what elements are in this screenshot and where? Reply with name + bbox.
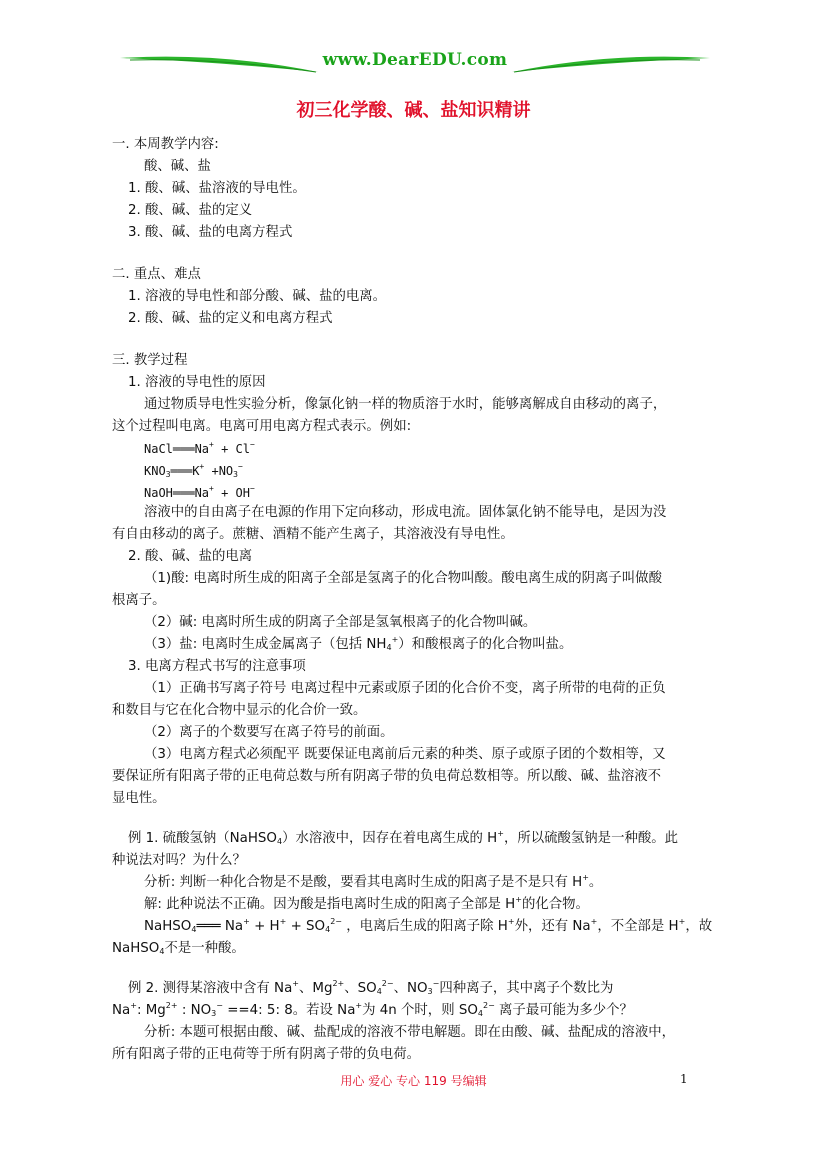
paragraph-line: 溶液中的自由离子在电源的作用下定向移动，形成电流。固体氯化钠不能导电，是因为没 [144, 505, 667, 520]
list-item: 1. 溶液的导电性和部分酸、碱、盐的电离。 [128, 289, 387, 304]
subsection-heading: 1. 溶液的导电性的原因 [128, 375, 266, 390]
equation-nahso4: NaHSO$_4$═══ $Na^+ + H^+ + SO_4^{2-}$ ，电离后生成的阳离子除 H+外，还有 Na+，不全部是 H+，故 [144, 917, 713, 934]
section-heading-3: 三. 教学过程 [112, 353, 188, 368]
section-heading-2: 二. 重点、难点 [112, 267, 201, 282]
paragraph-line: NaHSO$_4$不是一种酸。 [112, 941, 245, 956]
equation-kno3: $KNO_3═══K^+ +NO_3^-$ [144, 462, 243, 479]
page-number: 1 [680, 1072, 688, 1086]
paragraph-line: 种说法对吗？为什么？ [112, 853, 246, 868]
subsection-heading: 3. 电离方程式书写的注意事项 [128, 659, 306, 674]
section-subtitle: 酸、碱、盐 [144, 159, 211, 174]
list-item: 2. 酸、碱、盐的定义 [128, 203, 253, 218]
paragraph-line: 这个过程叫电离。电离可用电离方程式表示。例如: [112, 419, 412, 434]
subsection-heading: 2. 酸、碱、盐的电离 [128, 549, 253, 564]
paragraph-line: （2）离子的个数要写在离子符号的前面。 [144, 725, 394, 740]
section-heading-1: 一. 本周教学内容: [112, 137, 219, 152]
paragraph-line: 要保证所有阳离子带的正电荷总数与所有阴离子带的负电荷总数相等。所以酸、碱、盐溶液不 [112, 769, 662, 784]
example-2-ratio: Na+: $Mg^{2+}$ : $NO_3^- ==4$: 5: 8。若设 Na+为 4n 个时，则 $SO_4^{2-}$ 离子最可能为多少个？ [112, 1001, 633, 1018]
example-1-analysis: 分析: 判断一种化合物是不是酸，要看其电离时生成的阳离子是不是只有 H+。 [144, 873, 603, 890]
site-url[interactable]: www.DearEDU.com [322, 50, 508, 70]
paragraph-line: （1)酸: 电离时所生成的阳离子全部是氢离子的化合物叫酸。酸电离生成的阴离子叫做酸 [144, 571, 662, 586]
example-1-question: 例 1. 硫酸氢钠（NaHSO$_4$）水溶液中，因存在着电离生成的 H+，所以硫酸氢钠是一种酸。此 [128, 829, 679, 846]
example-1-solution: 解: 此种说法不正确。因为酸是指电离时生成的阳离子全部是 H+的化合物。 [144, 895, 589, 912]
paragraph-line: 所有阳离子带的正电荷等于所有阴离子带的负电荷。 [112, 1047, 420, 1062]
paragraph-line: （2）碱: 电离时所生成的阴离子全部是氢氧根离子的化合物叫碱。 [144, 615, 537, 630]
footer-text: 用心 爱心 专心 119 号编辑 [340, 1074, 487, 1088]
paragraph-line: 和数目与它在化合物中显示的化合价一致。 [112, 703, 367, 718]
equation-nacl: NaCl═══Na+ + Cl− [144, 440, 255, 456]
paragraph-line: （3）电离方程式必须配平 既要保证电离前后元素的种类、原子或原子团的个数相等，又 [144, 747, 666, 762]
list-item: 2. 酸、碱、盐的定义和电离方程式 [128, 311, 333, 326]
paragraph-line: （1）正确书写离子符号 电离过程中元素或原子团的化合价不变，离子所带的电荷的正负 [144, 681, 666, 696]
header-banner [120, 46, 710, 80]
page-title: 初三化学酸、碱、盐知识精讲 [296, 100, 531, 121]
leaf-swoosh-right-icon [510, 52, 710, 76]
example-2-analysis: 分析: 本题可根据由酸、碱、盐配成的溶液不带电解题。即在由酸、碱、盐配成的溶液中， [144, 1025, 675, 1040]
paragraph-line: 显电性。 [112, 791, 166, 806]
example-2-question: 例 2. 测得某溶液中含有 Na+、$Mg^{2+}$、$SO_4^{2-}$、$NO_3^-$四种离子，其中离子个数比为 [128, 979, 614, 996]
list-item: 1. 酸、碱、盐溶液的导电性。 [128, 181, 306, 196]
paragraph-line: 根离子。 [112, 593, 166, 608]
equation-naoh: NaOH═══Na+ + OH− [144, 484, 255, 500]
list-item: 3. 酸、碱、盐的电离方程式 [128, 225, 293, 240]
paragraph-line: 通过物质导电性实验分析，像氯化钠一样的物质溶于水时，能够离解成自由移动的离子， [144, 397, 667, 412]
paragraph-line: （3）盐: 电离时生成金属离子（包括 $NH_4^+$）和酸根离子的化合物叫盐。 [144, 635, 573, 652]
paragraph-line: 有自由移动的离子。蔗糖、酒精不能产生离子，其溶液没有导电性。 [112, 527, 514, 542]
